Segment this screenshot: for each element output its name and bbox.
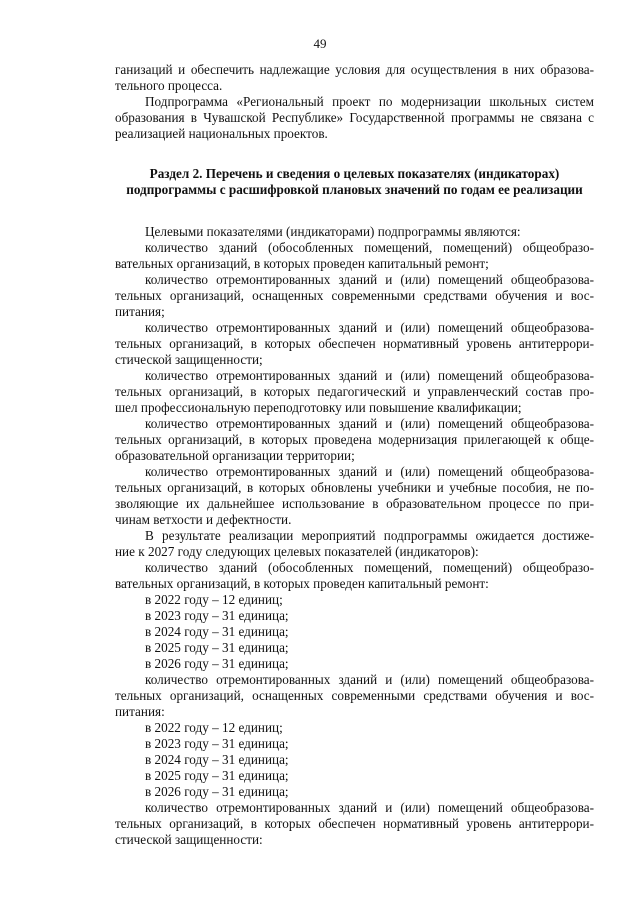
text-line: количество отремонтированных зданий и (или) помещений общеобразова- — [145, 800, 594, 815]
page-number: 49 — [313, 36, 327, 51]
document-body — [115, 62, 594, 848]
text-line: зволяющие их дальнейшее использование в образовательном процессе по при- — [115, 496, 594, 511]
indicators-text — [115, 224, 594, 848]
text-line: количество отремонтированных зданий и (или) помещений общеобразова- — [145, 320, 594, 335]
text-line: тельного процесса. — [115, 78, 223, 93]
text-line: количество отремонтированных зданий и (или) помещений общеобразова- — [145, 464, 594, 479]
text-line: в 2022 году – 12 единиц; — [145, 720, 283, 735]
text-line: в 2024 году – 31 единица; — [145, 624, 289, 639]
text-line: тельных организаций, в которых обеспечен нормативный уровень антитеррори- — [115, 336, 594, 351]
text-line: Целевыми показателями (индикаторами) подпрограммы являются: — [145, 224, 521, 239]
text-line: в 2026 году – 31 единица; — [145, 784, 289, 799]
text-line: в 2025 году – 31 единица; — [145, 640, 289, 655]
text-line: тельных организаций, в которых проведена модернизация прилегающей к обще- — [115, 432, 594, 447]
text-line: вательных организаций, в которых проведен капитальный ремонт; — [115, 256, 489, 271]
text-line: тельных организаций, оснащенных современными средствами обучения и вос- — [115, 288, 594, 303]
text-line: питания: — [115, 704, 165, 719]
text-line: в 2023 году – 31 единица; — [145, 736, 289, 751]
text-line: в 2026 году – 31 единица; — [145, 656, 289, 671]
text-line: В результате реализации мероприятий подпрограммы ожидается достиже- — [145, 528, 594, 543]
text-line: тельных организаций, в которых обновлены учебники и учебные пособия, не по- — [115, 480, 594, 495]
section-heading — [115, 166, 594, 198]
text-line: питания; — [115, 304, 165, 319]
text-line: стической защищенности; — [115, 352, 263, 367]
text-line: вательных организаций, в которых проведен капитальный ремонт: — [115, 576, 489, 591]
text-line: в 2022 году – 12 единиц; — [145, 592, 283, 607]
text-line: тельных организаций, в которых обеспечен нормативный уровень антитеррори- — [115, 816, 594, 831]
text-line: в 2024 году – 31 единица; — [145, 752, 289, 767]
text-line: реализацией национальных проектов. — [115, 126, 328, 141]
text-line: ние к 2027 году следующих целевых показателей (индикаторов): — [115, 544, 479, 559]
intro-paragraphs — [115, 62, 594, 142]
text-line: количество отремонтированных зданий и (или) помещений общеобразова- — [145, 672, 594, 687]
text-line: количество отремонтированных зданий и (или) помещений общеобразова- — [145, 368, 594, 383]
text-line: тельных организаций, оснащенных современными средствами обучения и вос- — [115, 688, 594, 703]
text-line: количество зданий (обособленных помещений, помещений) общеобразо- — [145, 560, 594, 575]
text-line: стической защищенности: — [115, 832, 263, 847]
section-heading-line: подпрограммы с расшифровкой плановых значений по годам ее реализации — [126, 182, 583, 197]
text-line: количество отремонтированных зданий и (или) помещений общеобразова- — [145, 416, 594, 431]
text-line: чинам ветхости и дефектности. — [115, 512, 292, 527]
text-line: тельных организаций, в которых педагогический и управленческий состав про- — [115, 384, 594, 399]
text-line: образования в Чувашской Республике» Государственной программы не связана с — [115, 110, 594, 125]
text-line: в 2025 году – 31 единица; — [145, 768, 289, 783]
text-line: количество отремонтированных зданий и (или) помещений общеобразова- — [145, 272, 594, 287]
text-line: ганизаций и обеспечить надлежащие условия для осуществления в них образова- — [115, 62, 594, 77]
text-line: Подпрограмма «Региональный проект по модернизации школьных систем — [145, 94, 594, 109]
text-line: образовательной организации территории; — [115, 448, 355, 463]
section-heading-line: Раздел 2. Перечень и сведения о целевых показателях (индикаторах) — [149, 166, 560, 181]
text-line: шел профессиональную переподготовку или повышение квалификации; — [115, 400, 522, 415]
text-line: количество зданий (обособленных помещений, помещений) общеобразо- — [145, 240, 594, 255]
text-line: в 2023 году – 31 единица; — [145, 608, 289, 623]
